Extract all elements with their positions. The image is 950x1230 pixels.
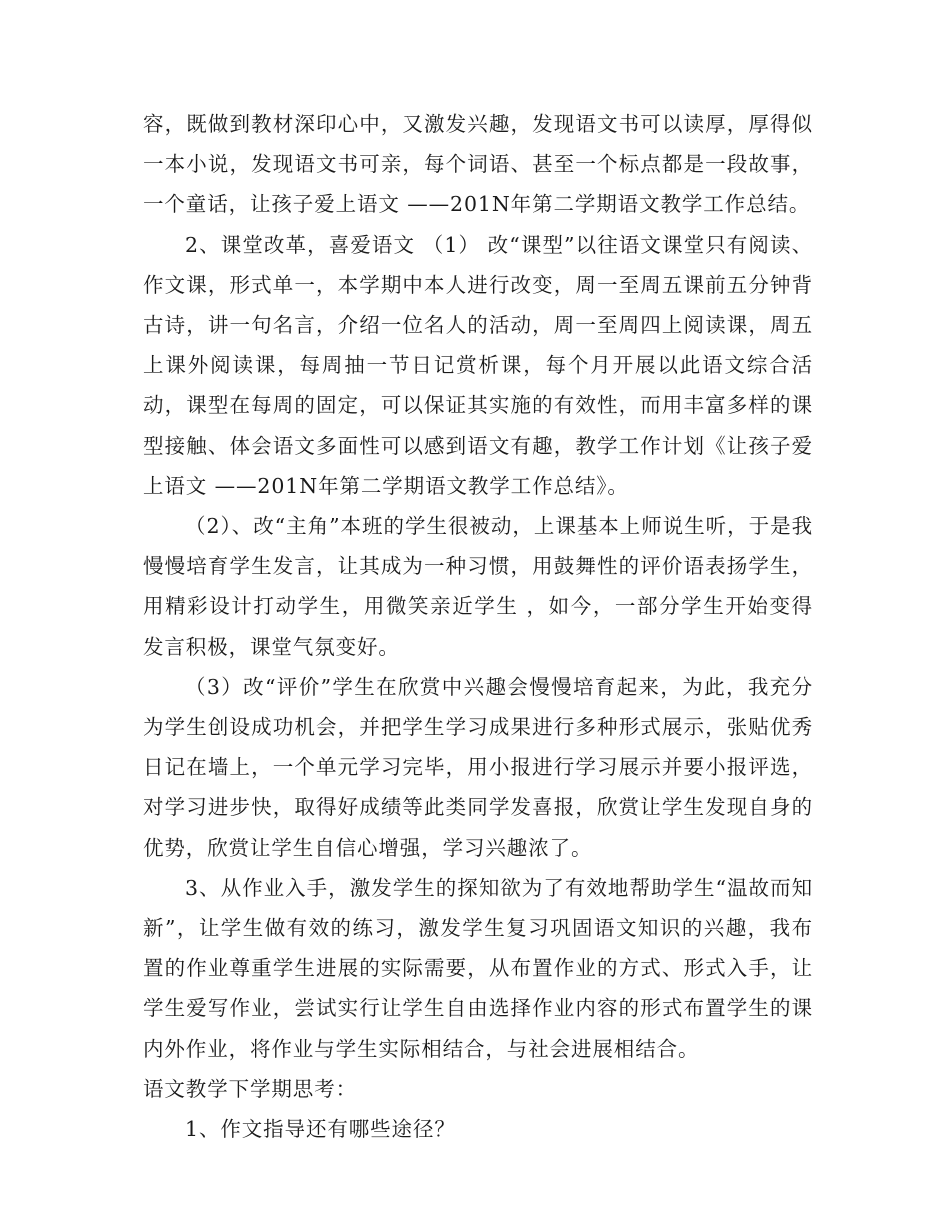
paragraph-classroom-reform: 2、课堂改革，喜爱语文 （1） 改“课型”以往语文课堂只有阅读、作文课，形式单一，本学期中本人进行改变，周一至周五课前五分钟背古诗，讲一句名言，介绍一位名人的活动，周一至周四上阅读课，周五上课外阅读课，每周抽一节日记赏析课，每个月开展以此语文综合活动，课型在每周的固定，可以保证其实施的有效性，而用丰富多样的课型接触、体会语文多面性可以感到语文有趣，教学工作计划《让孩子爱上语文 ——201N年第二学期语文教学工作总结》。 xyxy=(143,232,813,498)
document-body xyxy=(143,104,813,1149)
paragraph-reflection-heading: 语文教学下学期思考： xyxy=(143,1076,357,1101)
paragraph-change-role: （2）、改“主角”本班的学生很被动，上课基本上师说生听，于是我慢慢培育学生发言，让其成为一种习惯，用鼓舞性的评价语表扬学生，用精彩设计打动学生，用微笑亲近学生 ，如今，一部分学生开始变得发言积极，课堂气氛变好。 xyxy=(143,514,813,659)
paragraph-homework: 3、从作业入手，激发学生的探知欲为了有效地帮助学生“温故而知新”，让学生做有效的练习，激发学生复习巩固语文知识的兴趣，我布置的作业尊重学生进展的实际需要，从布置作业的方式、形式入手，让学生爱写作业，尝试实行让学生自由选择作业内容的形式布置学生的课内外作业，将作业与学生实际相结合，与社会进展相结合。 xyxy=(143,875,813,1061)
paragraph-reflection-item-1: 1、作文指导还有哪些途径？ xyxy=(185,1117,456,1142)
paragraph-change-evaluation: （3）改“评价”学生在欣赏中兴趣会慢慢培育起来，为此，我充分为学生创设成功机会，并把学生学习成果进行多种形式展示，张贴优秀日记在墙上，一个单元学习完毕，用小报进行学习展示并要小报评选，对学习进步快，取得好成绩等此类同学发喜报，欣赏让学生发现自身的优势，欣赏让学生自信心增强，学习兴趣浓了。 xyxy=(143,674,813,860)
paragraph-continuation: 容，既做到教材深印心中，又激发兴趣，发现语文书可以读厚，厚得似一本小说，发现语文书可亲，每个词语、甚至一个标点都是一段故事，一个童话，让孩子爱上语文 ——201N年第二学期语文教学工作总结。 xyxy=(143,112,813,217)
